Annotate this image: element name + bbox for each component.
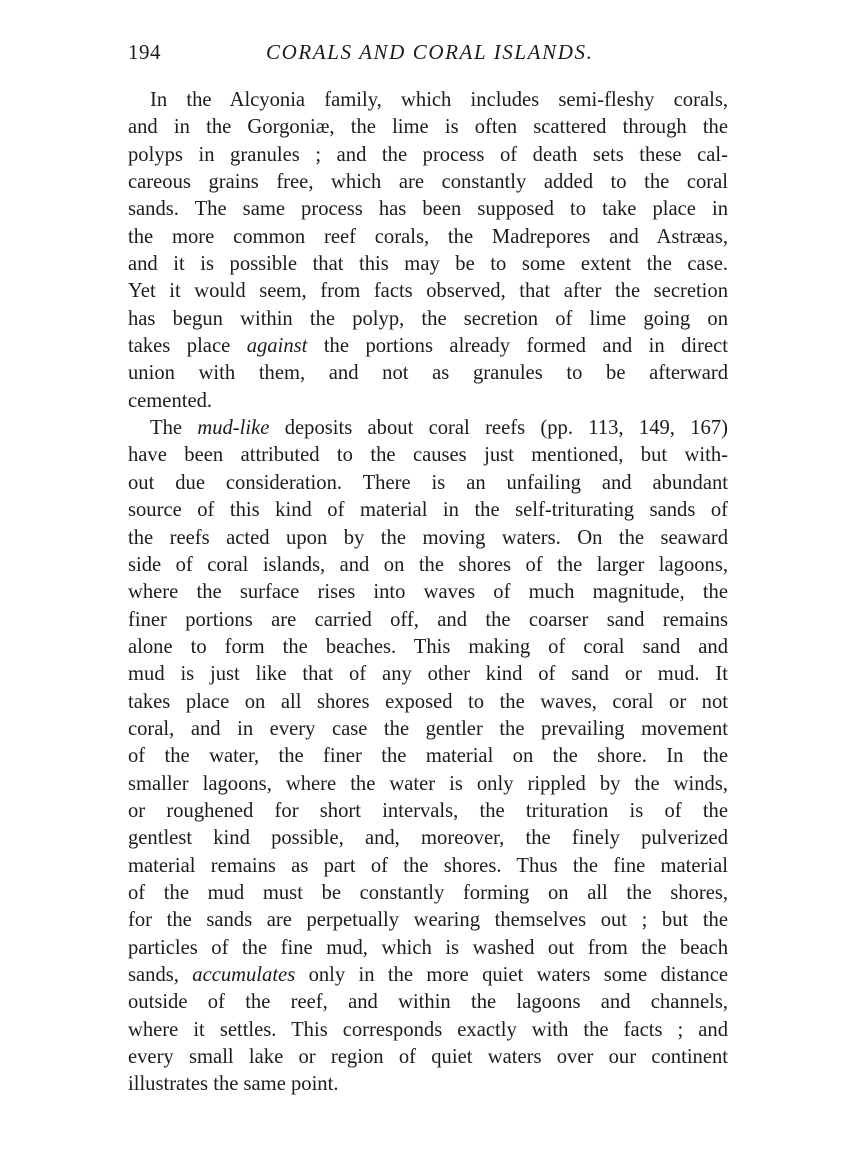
text-segment: for the sands are perpetually wearing themselves out ; but the [128, 909, 728, 932]
text-line [128, 415, 728, 442]
paragraph [128, 87, 728, 415]
text-segment: takes place [128, 335, 247, 358]
text-segment: deposits about coral reefs (pp. 113, 149, 167) [269, 417, 728, 440]
italic-text: against [246, 335, 308, 358]
text-segment: sands. The same process has been supposed to take place in [128, 198, 728, 221]
text-segment: every small lake or region of quiet waters over our continent [128, 1046, 728, 1069]
page-number: 194 [128, 40, 161, 64]
text-segment: alone to form the beaches. This making of coral sand and [128, 635, 728, 658]
text-segment: Yet it would seem, from facts observed, that after the secretion [128, 280, 728, 303]
text-segment: has begun within the polyp, the secretion of lime going on [128, 307, 728, 330]
text-segment: only in the more quiet waters some distance [295, 964, 728, 986]
text-line [128, 798, 728, 825]
text-segment: In the Alcyonia family, which includes semi-fleshy corals, [150, 89, 728, 111]
text-line [128, 87, 728, 114]
paragraph [128, 415, 728, 1099]
text-line [128, 607, 728, 634]
text-line [128, 333, 728, 360]
text-segment: source of this kind of material in the self-triturating sands of [128, 499, 728, 522]
text-line [128, 825, 728, 852]
text-line [128, 689, 728, 716]
running-title: CORALS AND CORAL ISLANDS. [266, 40, 594, 64]
text-segment: union with them, and not as granules to be afterward [128, 362, 728, 385]
text-line [128, 142, 728, 169]
italic-text: accumulates [192, 964, 296, 986]
text-line [128, 442, 728, 469]
text-segment: cemented. [128, 389, 213, 412]
text-segment: particles of the fine mud, which is washed out from the beach [128, 936, 728, 959]
text-line [128, 1044, 728, 1071]
text-line [128, 470, 728, 497]
text-segment: outside of the reef, and within the lagoons and channels, [128, 991, 728, 1014]
text-segment: sands, [128, 964, 193, 986]
text-line [128, 114, 728, 141]
text-segment: smaller lagoons, where the water is only rippled by the winds, [128, 772, 728, 795]
text-segment: coral, and in every case the gentler the prevailing movement [128, 717, 728, 740]
text-segment: where the surface rises into waves of much magnitude, the [128, 581, 728, 604]
text-segment: takes place on all shores exposed to the waves, coral or not [128, 690, 728, 713]
text-segment: where it settles. This corresponds exactly with the facts ; and [128, 1018, 728, 1041]
text-line [128, 1071, 728, 1098]
text-segment: gentlest kind possible, and, moreover, the finely pulverized [128, 827, 728, 850]
text-line [128, 360, 728, 387]
text-line [128, 169, 728, 196]
text-segment: illustrates the same point. [128, 1073, 339, 1096]
text-line [128, 880, 728, 907]
text-line [128, 962, 728, 989]
text-segment: and in the Gorgoniæ, the lime is often scattered through the [128, 116, 728, 139]
text-segment: the more common reef corals, the Madrepores and Astræas, [128, 225, 728, 248]
text-line [128, 743, 728, 770]
text-line [128, 497, 728, 524]
text-segment: The [150, 417, 198, 440]
text-line [128, 716, 728, 743]
text-segment: side of coral islands, and on the shores of the larger lagoons, [128, 553, 728, 576]
text-segment: and it is possible that this may be to some extent the case. [128, 253, 728, 276]
text-line [128, 907, 728, 934]
text-segment: careous grains free, which are constantly added to the coral [128, 171, 728, 194]
text-line [128, 935, 728, 962]
text-segment: out due consideration. There is an unfailing and abundant [128, 471, 728, 494]
text-line [128, 251, 728, 278]
text-line [128, 989, 728, 1016]
text-segment: of the mud must be constantly forming on all the shores, [128, 881, 728, 904]
text-line [128, 278, 728, 305]
text-line [128, 853, 728, 880]
text-line [128, 306, 728, 333]
italic-text: mud-like [197, 417, 270, 440]
text-line [128, 661, 728, 688]
text-segment: have been attributed to the causes just mentioned, but with- [128, 444, 728, 467]
text-segment: the reefs acted upon by the moving waters. On the seaward [128, 526, 728, 549]
text-segment: or roughened for short intervals, the trituration is of the [128, 799, 728, 822]
text-segment: polyps in granules ; and the process of death sets these cal- [128, 143, 728, 166]
text-line [128, 579, 728, 606]
text-line [128, 388, 728, 415]
text-line [128, 525, 728, 552]
text-segment: of the water, the finer the material on the shore. In the [128, 745, 728, 768]
text-segment: mud is just like that of any other kind of sand or mud. It [128, 663, 728, 686]
text-line [128, 552, 728, 579]
text-segment: the portions already formed and in direct [307, 335, 728, 358]
text-line [128, 1017, 728, 1044]
text-line [128, 771, 728, 798]
text-line [128, 224, 728, 251]
text-line [128, 196, 728, 223]
page-header [128, 40, 728, 70]
text-segment: finer portions are carried off, and the coarser sand remains [128, 608, 728, 631]
text-segment: material remains as part of the shores. Thus the fine material [128, 854, 728, 877]
text-line [128, 634, 728, 661]
body-text [128, 87, 728, 1099]
